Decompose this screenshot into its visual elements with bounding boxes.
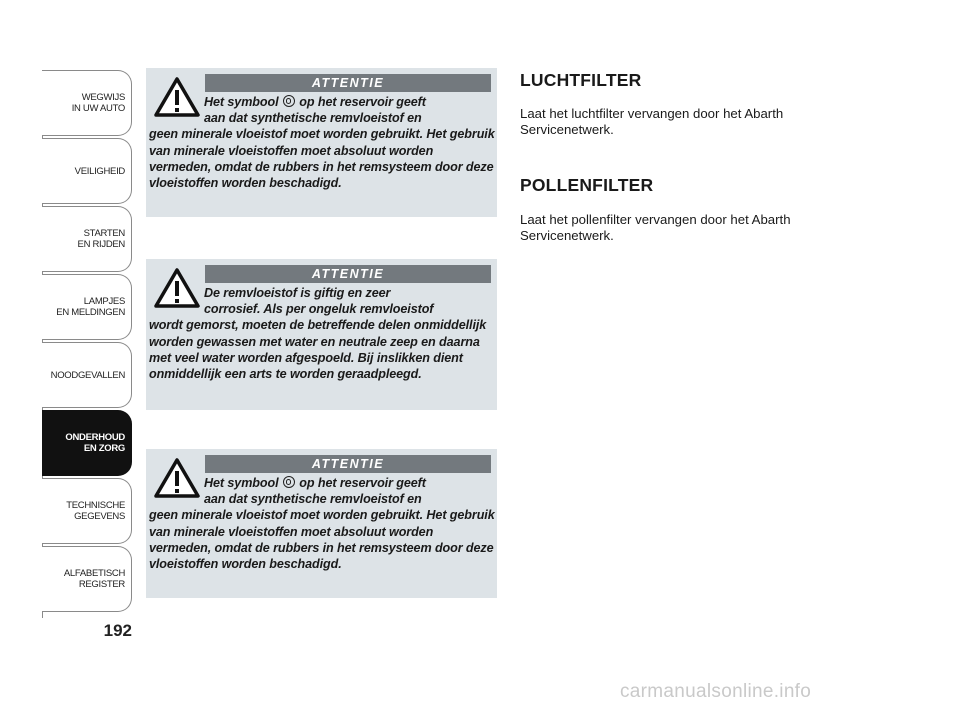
tab-starten[interactable]: STARTEN EN RIJDEN	[42, 206, 132, 272]
warning-header: ATTENTIE	[205, 455, 491, 473]
warning-box-brake-fluid-symbol	[146, 68, 497, 217]
tab-alfabetisch[interactable]: ALFABETISCH REGISTER	[42, 546, 132, 612]
tab-noodgevallen[interactable]: NOODGEVALLEN	[42, 342, 132, 408]
warning-box-brake-fluid-symbol-repeat	[146, 449, 497, 598]
section-title-pollenfilter: POLLENFILTER	[520, 175, 654, 195]
section-body-luchtfilter: Laat het luchtfilter vervangen door het Abarth Servicenetwerk.	[520, 106, 784, 137]
section-title-luchtfilter: LUCHTFILTER	[520, 70, 642, 90]
warning-text: Het symbool op het reservoir geeft aan dat synthetische remvloeistof en geen minerale vloeistof moet worden gebruikt. Het gebruik van minerale vloeistoffen moet absoluut worden vermeden, omdat de rubbers in het remsysteem door deze vloeistoffen worden beschadigd.	[149, 476, 495, 572]
warning-header: ATTENTIE	[205, 265, 491, 283]
tab-wegwijs[interactable]: WEGWIJS IN UW AUTO	[42, 70, 132, 136]
brake-fluid-symbol-icon	[283, 476, 295, 488]
page-number: 192	[103, 621, 132, 640]
warning-box-toxic-fluid	[146, 259, 497, 410]
brake-fluid-symbol-icon	[283, 95, 295, 107]
tab-lampjes[interactable]: LAMPJES EN MELDINGEN	[42, 274, 132, 340]
section-body-pollenfilter: Laat het pollenfilter vervangen door het Abarth Servicenetwerk.	[520, 212, 791, 243]
warning-header: ATTENTIE	[205, 74, 491, 92]
tab-onderhoud[interactable]: ONDERHOUD EN ZORG	[42, 410, 132, 476]
tab-technische[interactable]: TECHNISCHE GEGEVENS	[42, 478, 132, 544]
watermark: carmanualsonline.info	[620, 681, 812, 702]
tab-veiligheid[interactable]: VEILIGHEID	[42, 138, 132, 204]
warning-text: De remvloeistof is giftig en zeer corrosief. Als per ongeluk remvloeistof wordt gemorst, moeten de betreffende delen onmiddellijk worden gewassen met water en neutrale zeep en daarna met veel water worden afgespoeld. Bij inslikken dient onmiddellijk een arts te worden geraadpleegd.	[149, 286, 487, 382]
warning-text: Het symbool op het reservoir geeft aan dat synthetische remvloeistof en geen minerale vloeistof moet worden gebruikt. Het gebruik van minerale vloeistoffen moet absoluut worden vermeden, omdat de rubbers in het remsysteem door deze vloeistoffen worden beschadigd.	[149, 95, 495, 191]
